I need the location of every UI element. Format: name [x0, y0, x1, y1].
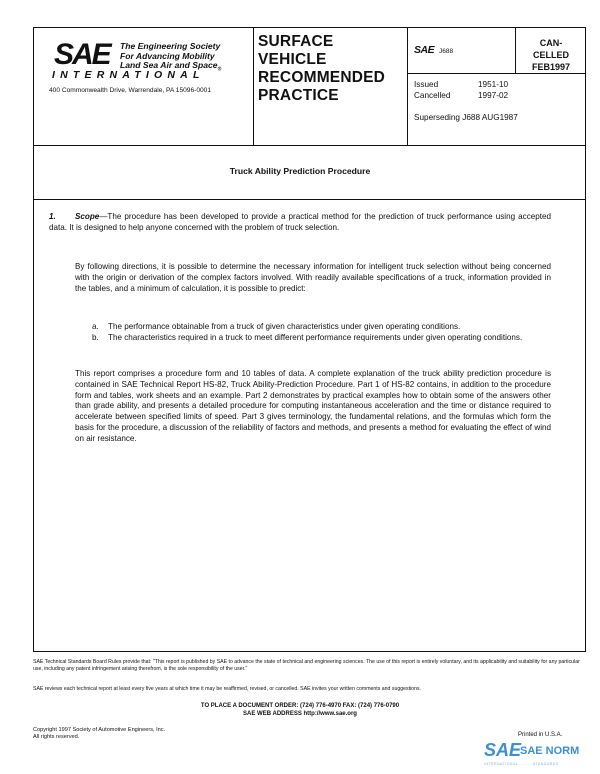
sae-tagline: The Engineering Society For Advancing Mobility Land Sea Air and Space$_®$	[120, 41, 222, 73]
header-vline-2	[407, 27, 408, 145]
watermark-sub: INTERNATIONAL ........ STANDARDS	[484, 762, 559, 766]
sae-address: 400 Commonwealth Drive, Warrendale, PA 15096-0001	[49, 87, 211, 94]
review-note: SAE reviews each technical report at least every five years at which time it may be reaffirmed, revised, or cancelled. SAE invites your written comments and suggestions.	[33, 686, 421, 692]
list-item-b: b. The characteristics required in a truck to meet different performance requirements under given operating conditions.	[92, 333, 523, 342]
header-divider	[33, 145, 586, 146]
issued-label: Issued	[414, 80, 439, 89]
sae-small-logo: SAE	[414, 44, 435, 56]
title-divider	[33, 199, 586, 200]
list-marker-b: b.	[92, 333, 99, 342]
document-number: J688	[439, 48, 454, 55]
watermark-text: SAE NORM	[520, 745, 580, 757]
list-item-a: a. The performance obtainable from a truck of given characteristics under given operating conditions.	[92, 322, 461, 331]
paragraph-3: This report comprises a procedure form and 10 tables of data. A complete explanation of the truck ability prediction procedure is contained in SAE Technical Report HS-82, Truck Ability-Prediction Procedure. Part 1 of HS-82 contains, in addition to the procedure form and tables, work sheets and an example. Part 2 demonstrates by practical examples how to obtain some of the answers other than grade ability, and presents a detailed procedure for computing instantaneous acceleration and the time or distance required to accelerate between specified limits of speed. Part 3 gives terminology, the fundamental relations, and the formulas which form the basis for the procedure, a discussion of the reliability of factors and methods, and presents a method for evaluating the effect of wind on air resistance.	[75, 369, 551, 443]
list-marker-a: a.	[92, 322, 99, 331]
document-title: Truck Ability Prediction Procedure	[229, 166, 371, 176]
issued-date: 1951-10	[478, 80, 509, 89]
scope-text: —The procedure has been developed to provide a practical method for the prediction of truck performance using accepted data. It is designed to help anyone concerned with the problem of truck selection.	[49, 212, 551, 232]
scope-paragraph	[49, 212, 551, 234]
paragraph-2: By following directions, it is possible to determine the necessary information for intelligent truck selection without being concerned with the origin or derivation of the complex factors involved. With readily available specifications of a truck, information provided in the tables, and a minimum of calculation, it is possible to predict:	[75, 262, 551, 293]
document-type: SURFACE VEHICLE RECOMMENDED PRACTICE	[258, 33, 386, 104]
international-label: INTERNATIONAL	[52, 69, 205, 81]
order-line: TO PLACE A DOCUMENT ORDER: (724) 776-4970 FAX: (724) 776-0790	[200, 703, 400, 709]
header-vline-3	[515, 27, 516, 73]
web-address: SAE WEB ADDRESS http://www.sae.org	[243, 711, 357, 717]
cancelled-label: Cancelled	[414, 91, 451, 100]
header-vline-1	[253, 27, 254, 145]
printed-in: Printed in U.S.A.	[518, 732, 563, 738]
watermark-logo: SAE	[484, 740, 522, 760]
cancelled-stamp: CAN- CELLED FEB1997	[531, 38, 571, 72]
copyright: Copyright 1997 Society of Automotive Engineers, Inc. All rights reserved.	[33, 727, 166, 740]
policy-note: SAE Technical Standards Board Rules provide that: "This report is published by SAE to advance the state of technical and engineering sciences. The use of this report is entirely voluntary, and its applicability and suitability for any particular use, including any patent infringement arising therefrom, is the sole responsibility of the user."	[33, 659, 580, 672]
superseding: Superseding J688 AUG1987	[414, 113, 518, 122]
cancelled-date: 1997-02	[478, 91, 509, 100]
section-title: Scope	[75, 212, 100, 221]
section-number: 1.	[49, 212, 56, 221]
header-hline-small	[407, 73, 586, 74]
sae-logo: SAE	[54, 38, 110, 71]
